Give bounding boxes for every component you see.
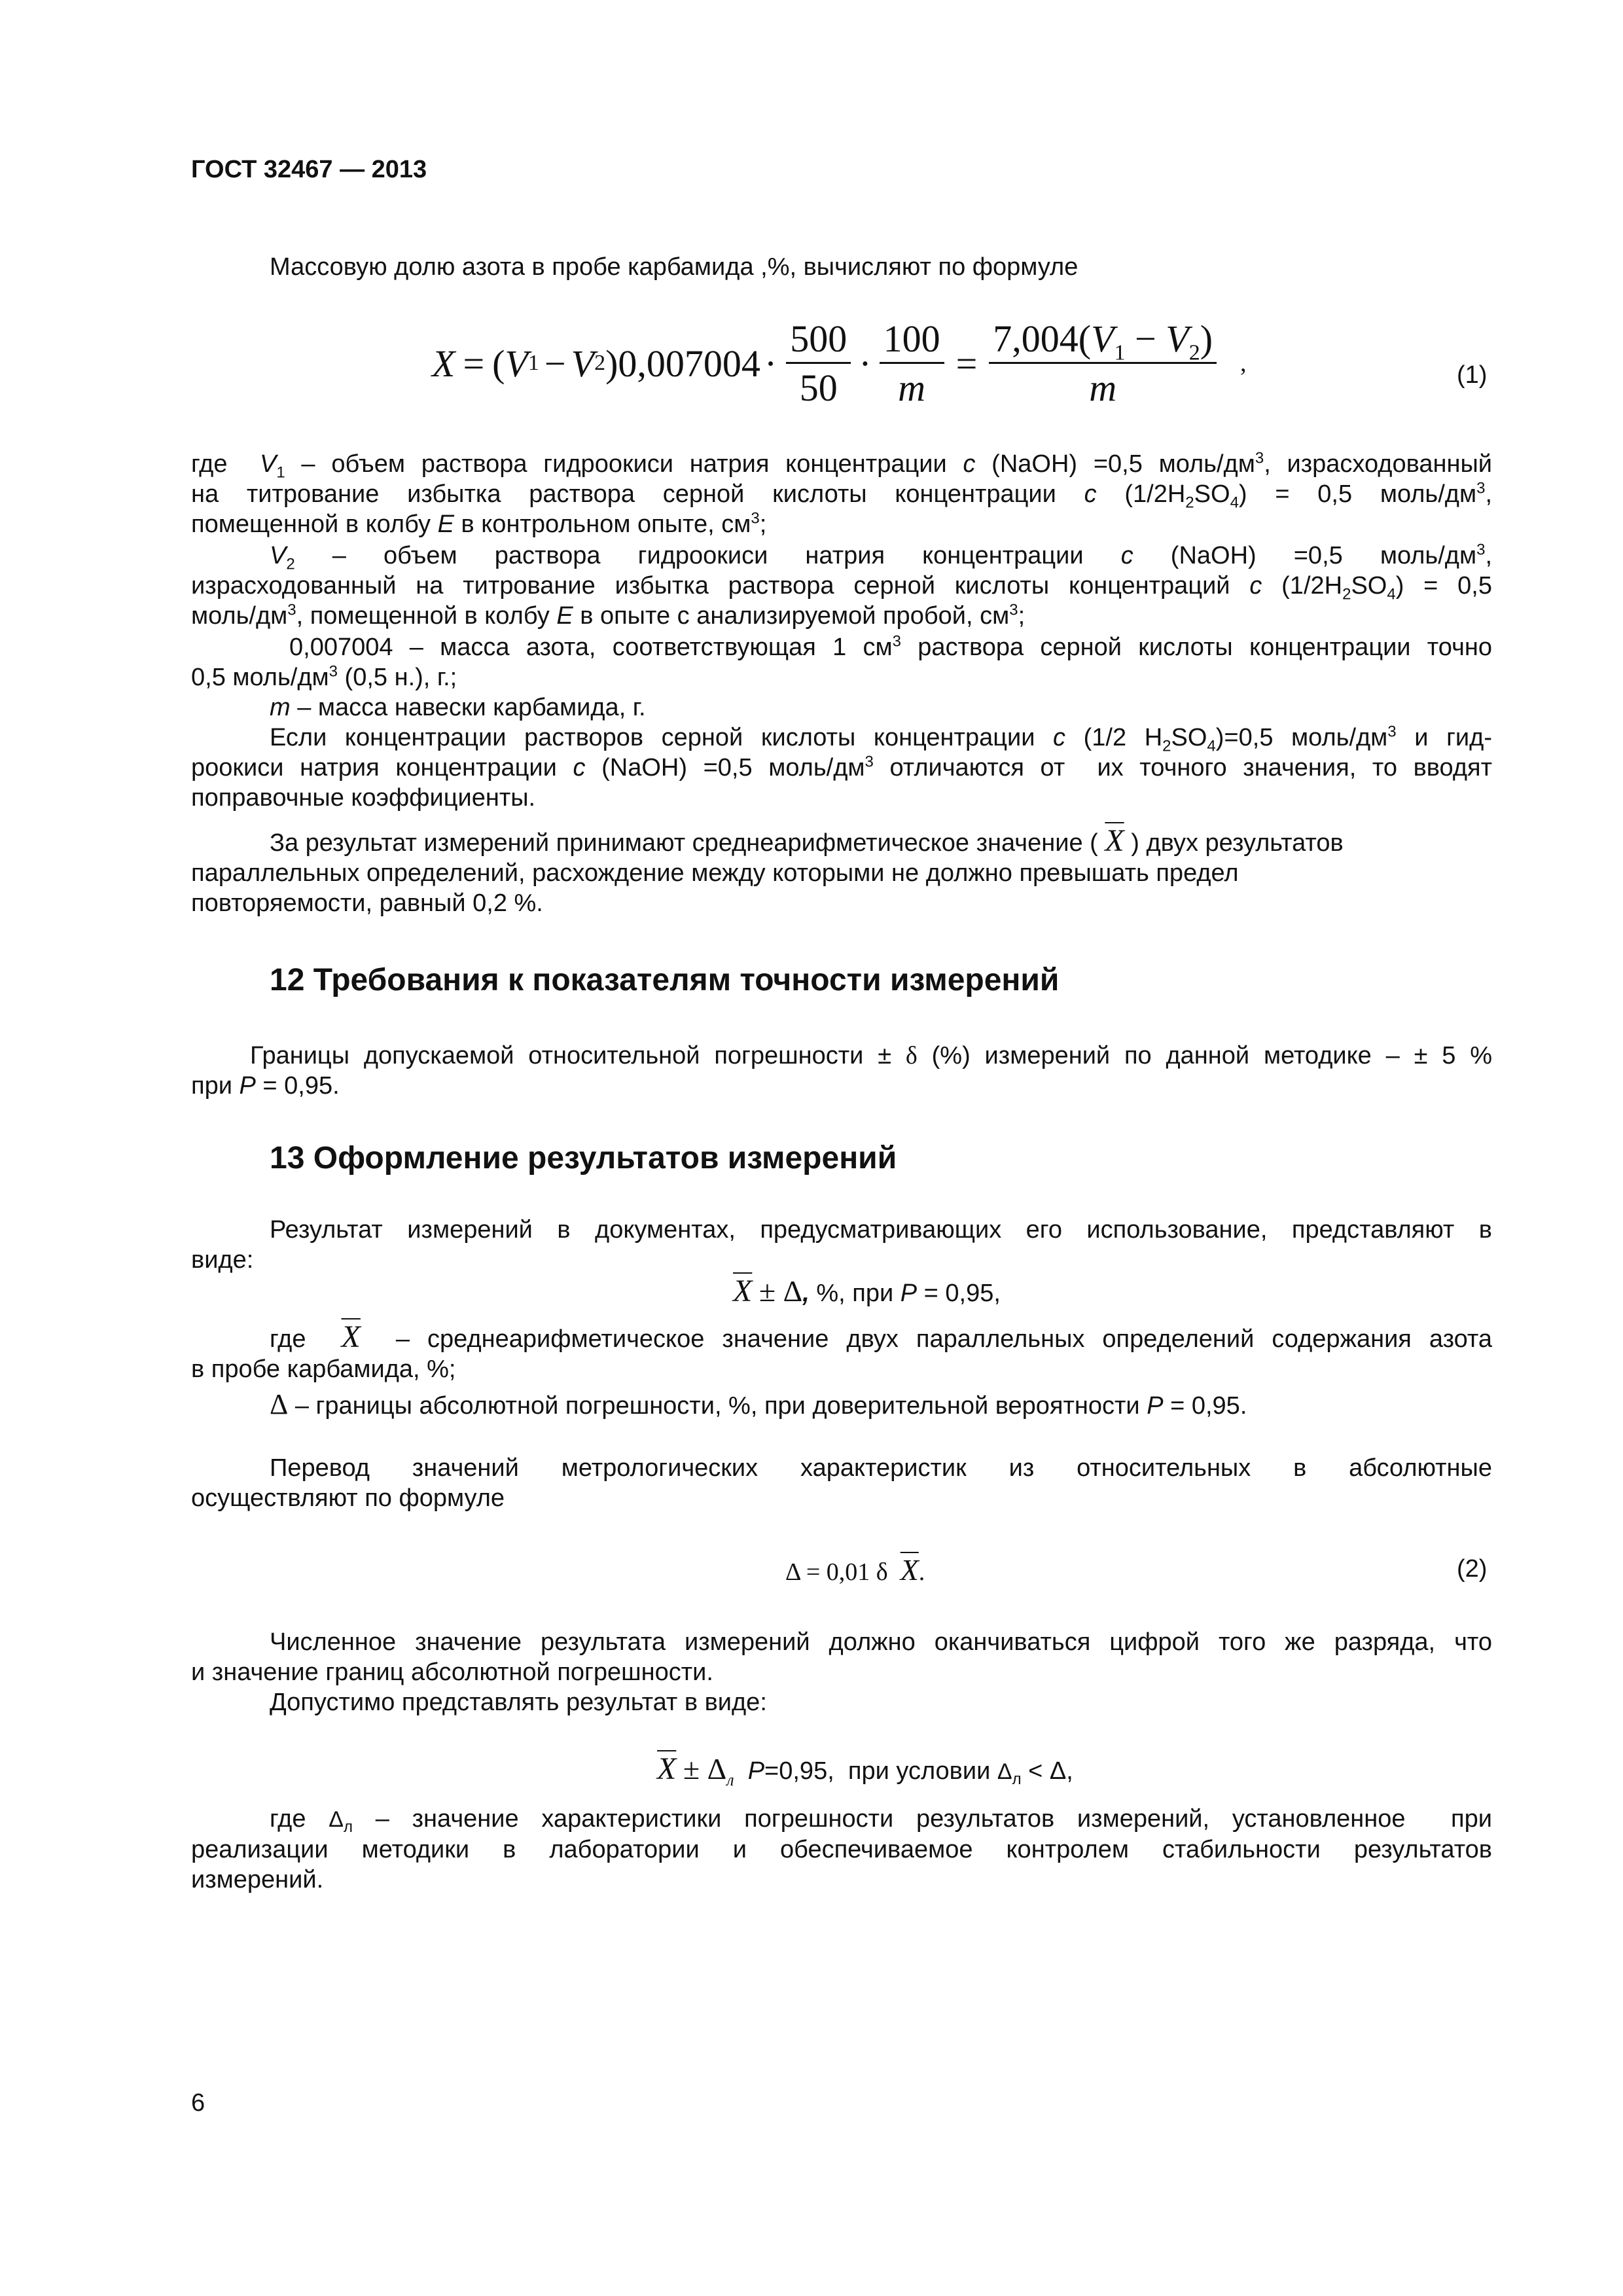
- last-line2: реализации методики в лаборатории и обеспечиваемое контролем стабильности результатов: [191, 1836, 1492, 1863]
- section-13-title: 13 Оформление результатов измерений: [270, 1141, 897, 1175]
- where-xbar-line2: в пробе карбамида, %;: [191, 1355, 456, 1383]
- fraction-denominator: m: [1089, 366, 1117, 409]
- where-const-block: [191, 632, 1492, 813]
- where-xbar-block: [191, 1319, 1493, 1421]
- where-v1-line3: помещенной в колбу Е в контрольном опыте, $см^3$;: [191, 509, 767, 538]
- formula-1-number: (1): [1457, 361, 1488, 389]
- fraction-denominator: 50: [799, 366, 838, 409]
- where-v2-line1: $V_2$ – объем раствора гидроокиси натрия концентрации с (NaOH) =0,5 моль/$дм^3$,: [270, 541, 1493, 573]
- formula-2-number: (2): [1457, 1555, 1488, 1583]
- last-paragraph: [191, 1804, 1492, 1895]
- where-v1-block: [191, 449, 1492, 539]
- document-header: ГОСТ 32467 — 2013: [191, 156, 427, 183]
- fraction-denominator: m: [898, 366, 925, 409]
- formula-1-v1: V: [505, 342, 528, 385]
- conversion-paragraph: [191, 1453, 1492, 1513]
- fraction-100-m: [880, 317, 944, 410]
- if-line1: Если концентрации растворов серной кислоты концентрации с (1/2 $H_2SO_4)=0,5$ моль/$дм^3$ и гид-: [270, 723, 1492, 755]
- where-v2-line3: моль/$дм^3$, помещенной в колбу Е в опыте с анализируемой пробой, $см^3$;: [191, 601, 1026, 630]
- where-v1-line2: на титрование избытка раствора серной кислоты концентрации с $(1/2H_2SO_4) = 0,5$ моль/$дм^3$,: [191, 479, 1493, 512]
- section-13-line2: виде:: [191, 1246, 254, 1274]
- formula-2: Δ = 0,01 δ $\overline{X}$.: [785, 1553, 925, 1587]
- where-delta-line: Δ – границы абсолютной погрешности, %, при доверительной вероятности Р = 0,95.: [270, 1388, 1247, 1420]
- where-v2-line2: израсходованный на титрование избытка раствора серной кислоты концентраций с $(1/2H_2SO_4) = 0,5$: [191, 572, 1492, 603]
- section-12-text: [191, 1041, 1492, 1101]
- formula-1-x: X: [432, 342, 455, 385]
- fraction-numerator: $7,004(V_1 - V_2)$: [989, 317, 1217, 364]
- section-12-line2: при Р = 0,95.: [191, 1072, 340, 1100]
- formula-1-v2: V: [571, 342, 595, 385]
- intro-text: Массовую долю азота в пробе карбамида ,%, вычисляют по формуле: [270, 253, 1079, 281]
- result-expression: $\overline{X} \pm \Delta$, %, при Р = 0,95,: [733, 1274, 1001, 1308]
- formula-1-eq: =: [463, 342, 485, 385]
- fraction-numerator: 100: [880, 317, 944, 364]
- formula-1-coef: )0,007004: [605, 342, 760, 385]
- formula-1-dot: ·: [764, 342, 777, 385]
- allow-line: Допустимо представлять результат в виде:: [270, 1689, 767, 1716]
- conversion-line2: осуществляют по формуле: [191, 1484, 505, 1512]
- where-const-line2: 0,5 моль/$дм^3$ (0,5 н.), г.;: [191, 662, 457, 691]
- result-line3: повторяемости, равный 0,2 %.: [191, 889, 543, 917]
- where-const-line1: 0,007004 – масса азота, соответствующая 1 $см^3$ раствора серной кислоты концентрации точно: [289, 632, 1492, 661]
- conversion-line1: Перевод значений метрологических характеристик из относительных в абсолютные: [270, 1454, 1492, 1482]
- fraction-500-50: [786, 317, 851, 410]
- if-line3: поправочные коэффициенты.: [191, 784, 536, 812]
- formula-1-comma: ,: [1240, 350, 1247, 377]
- result-paragraph: [191, 823, 1448, 918]
- where-xbar-line1: где $\overline{X}$ – среднеарифметическое значение двух параллельных определений содержания азота: [270, 1319, 1493, 1354]
- where-v1-line1: где $V_1$ – объем раствора гидроокиси натрия концентрации с (NaOH) =0,5 моль/$дм^3$, израсходованный: [191, 449, 1493, 482]
- fraction-result: [989, 317, 1217, 410]
- last-line1: где $\Delta_л$ – значение характеристики погрешности результатов измерений, установленное при: [270, 1805, 1492, 1836]
- if-line2: роокиси натрия концентрации с (NaOH) =0,5 моль/$дм^3$ отличаются от их точного значения, то вводят: [191, 753, 1493, 781]
- where-v2-block: [191, 541, 1492, 631]
- section-12-title: 12 Требования к показателям точности измерений: [270, 963, 1060, 997]
- section-13-intro: [191, 1215, 1492, 1275]
- numeric-line1: Численное значение результата измерений должно оканчиваться цифрой того же разряда, что: [270, 1628, 1492, 1656]
- formula-1: X = ( V 1 − V 2 )0,007004 · $\frac{500}{50}$ · $\frac{100}{m}$ = $\frac{7,004(V_1 - V_2)}{m}$ ,: [432, 317, 1247, 409]
- section-12-line1: Границы допускаемой относительной погрешности ± δ (%) измерений по данной методике – ± 5 %: [250, 1042, 1492, 1069]
- result-line1: За результат измерений принимают среднеарифметическое значение ( $\overline{X}$ ) двух результатов: [270, 823, 1344, 858]
- numeric-line2: и значение границ абсолютной погрешности.: [191, 1659, 713, 1686]
- result-expression-2: $\overline{X} \pm \Delta_л$ Р=0,95, при условии $\Delta_л < \Delta$,: [657, 1751, 1073, 1790]
- where-m-line: m – масса навески карбамида, г.: [270, 694, 646, 721]
- page-number: 6: [191, 2089, 205, 2117]
- numeric-paragraph: [191, 1627, 1492, 1717]
- result-line2: параллельных определений, расхождение между которыми не должно превышать предел: [191, 859, 1239, 887]
- formula-1-minus: −: [544, 342, 566, 385]
- last-line3: измерений.: [191, 1866, 324, 1893]
- section-13-line1: Результат измерений в документах, предусматривающих его использование, представляют в: [270, 1216, 1492, 1244]
- fraction-numerator: 500: [786, 317, 851, 364]
- formula-1-open: (: [492, 342, 505, 385]
